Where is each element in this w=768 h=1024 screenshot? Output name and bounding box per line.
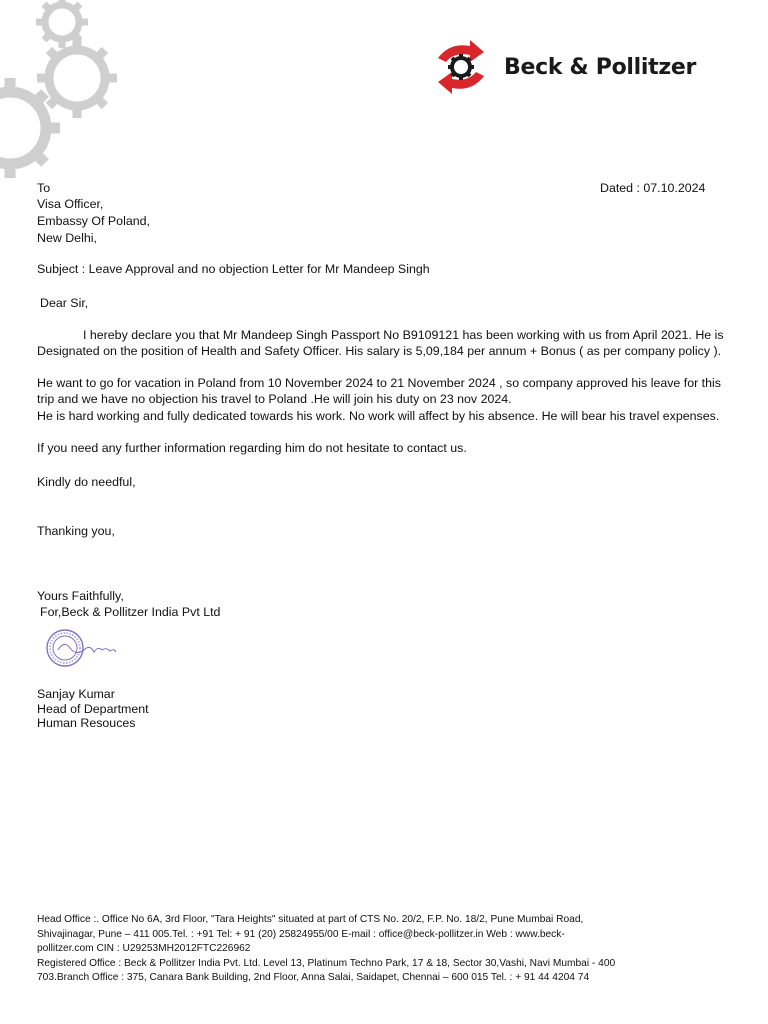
- address-line: Embassy Of Poland,: [37, 214, 150, 228]
- footer-line: Head Office :. Office No 6A, 3rd Floor, "Tara Heights" situated at part of CTS No. 20/2, F.P. No. 18/2, Pune Mumbai Road,: [37, 914, 584, 925]
- address-line: Visa Officer,: [37, 197, 104, 211]
- for-company: For,Beck & Pollitzer India Pvt Ltd: [40, 605, 221, 619]
- closing-thanks: Thanking you,: [37, 524, 115, 538]
- closing-request: Kindly do needful,: [37, 475, 136, 489]
- company-name: Beck & Pollitzer: [504, 54, 697, 80]
- letter-date: Dated : 07.10.2024: [600, 181, 706, 195]
- salutation: Dear Sir,: [40, 296, 89, 310]
- gear-arrows-logo-icon: [430, 40, 492, 94]
- to-label: To: [37, 181, 51, 195]
- body-paragraph: If you need any further information regarding him do not hesitate to contact us.: [37, 441, 467, 455]
- body-paragraph: He is hard working and fully dedicated towards his work. No work will affect by his absence. He will bear his travel expenses.: [37, 409, 720, 423]
- body-paragraph: I hereby declare you that Mr Mandeep Singh Passport No B9109121 has been working with us from April 2021. He is Designated on the position of Health and Safety Officer. His salary is 5,09,184 per annum + Bonus ( as per company policy ).: [37, 328, 724, 358]
- footer-line: 703.Branch Office : 375, Canara Bank Building, 2nd Floor, Anna Salai, Saidapet, Chennai – 600 015 Tel. : + 91 44 4204 74: [37, 972, 590, 984]
- footer-line: pollitzer.com CIN : U29253MH2012FTC226962: [37, 943, 251, 955]
- footer-line: Shivajinagar, Pune – 411 005.Tel. : +91 Tel: + 91 (20) 25824955/00 E-mail : office@beck-pollitzer.in Web : www.beck-: [37, 928, 565, 940]
- letterhead-footer: [37, 913, 737, 986]
- gears-decoration-icon: [0, 0, 140, 180]
- signatory-department: Human Resouces: [37, 716, 136, 730]
- stamp-signature-icon: [40, 628, 120, 670]
- body-paragraph: He want to go for vacation in Poland from 10 November 2024 to 21 November 2024 , so company approved his leave for this trip and we have no objection his travel to Poland .He will join his duty on 23 nov 2024.: [37, 376, 721, 406]
- address-line: New Delhi,: [37, 231, 97, 245]
- yours-faithfully: Yours Faithfully,: [37, 589, 124, 603]
- subject-line: Subject : Leave Approval and no objection Letter for Mr Mandeep Singh: [37, 262, 430, 276]
- company-logo: [430, 40, 696, 94]
- signatory-name: Sanjay Kumar: [37, 687, 115, 701]
- signatory-title: Head of Department: [37, 702, 149, 716]
- footer-line: Registered Office : Beck & Pollitzer India Pvt. Ltd. Level 13, Platinum Techno Park, 17 & 18, Sector 30,Vashi, Navi Mumbai - 400: [37, 957, 616, 969]
